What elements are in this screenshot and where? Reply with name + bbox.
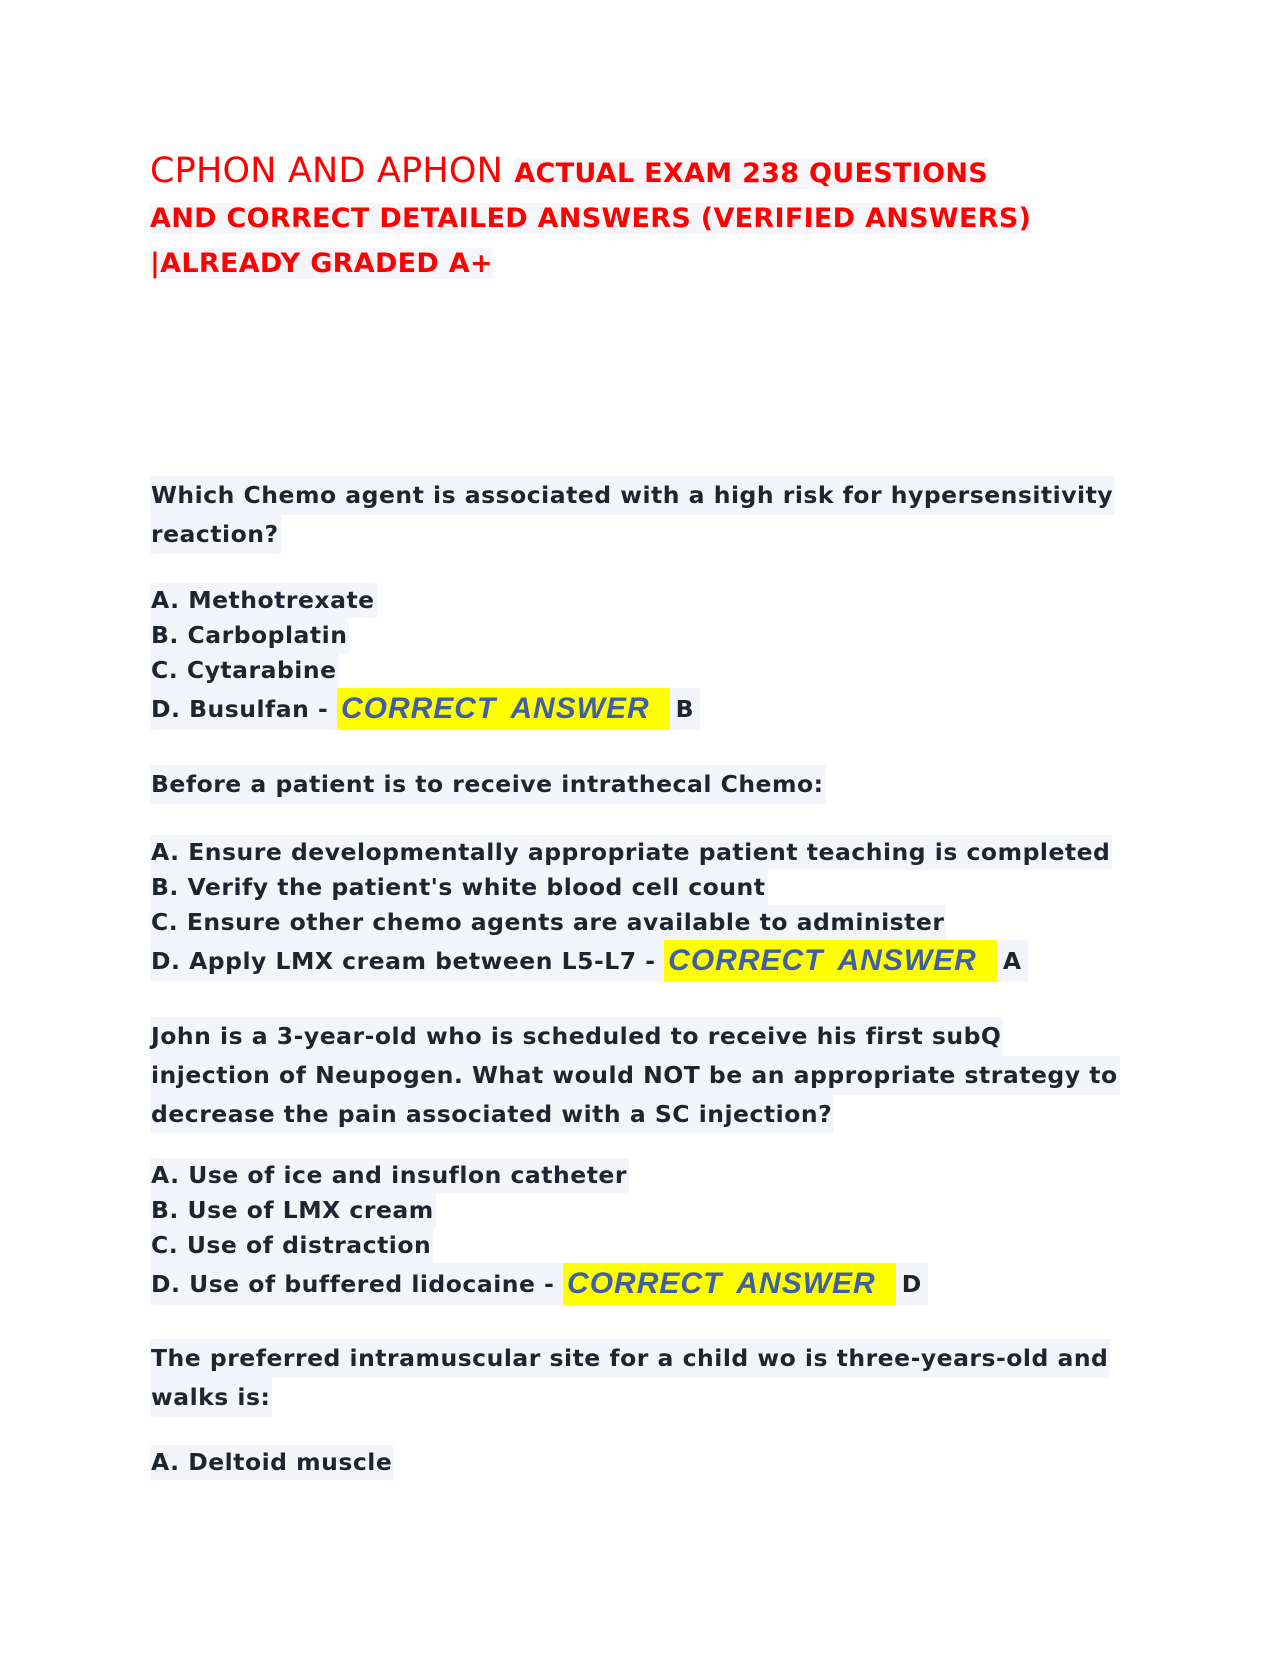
answer-key: B <box>675 695 695 723</box>
option-b: B. Use of LMX cream <box>150 1193 1110 1228</box>
option-d: D. Busulfan - CORRECT ANSWER B <box>150 688 1110 730</box>
question-1 <box>150 476 1114 554</box>
answer-key: D <box>901 1270 922 1298</box>
option-c: C. Cytarabine <box>150 653 1110 688</box>
option-c: C. Ensure other chemo agents are available to administer <box>150 905 1110 940</box>
document-title <box>150 150 1100 288</box>
question-4 <box>150 1339 1110 1417</box>
option-a: A. Ensure developmentally appropriate patient teaching is completed <box>150 835 1110 870</box>
correct-answer-highlight: CORRECT ANSWER <box>563 1263 896 1305</box>
question-3 <box>150 1017 1118 1134</box>
option-a: A. Methotrexate <box>150 583 1110 618</box>
question-text: Before a patient is to receive intrathecal Chemo: <box>150 765 1110 804</box>
correct-answer-highlight: CORRECT ANSWER <box>664 940 997 982</box>
option-d: D. Apply LMX cream between L5-L7 - CORRECT ANSWER A <box>150 940 1110 982</box>
question-text: John is a 3-year-old who is scheduled to receive his first subQ injection of Neupogen. What would NOT be an appropriate strategy to decrease the pain associated with a SC injection? <box>150 1017 1110 1134</box>
question-text: The preferred intramuscular site for a child wo is three-years-old and walks is: <box>150 1339 1110 1417</box>
title-main: CPHON AND APHON <box>150 151 515 191</box>
title-line-3: |ALREADY GRADED A+ <box>150 248 493 279</box>
question-4-options <box>150 1445 1110 1480</box>
question-text: Which Chemo agent is associated with a high risk for hypersensitivity reaction? <box>150 476 1110 554</box>
title-line-1: ACTUAL EXAM 238 QUESTIONS <box>514 158 988 189</box>
title-line-2: AND CORRECT DETAILED ANSWERS (VERIFIED ANSWERS) <box>150 203 1032 234</box>
option-c: C. Use of distraction <box>150 1228 1110 1263</box>
question-2 <box>150 765 1110 804</box>
option-b: B. Verify the patient's white blood cell count <box>150 870 1110 905</box>
option-a: A. Use of ice and insuflon catheter <box>150 1158 1110 1193</box>
option-b: B. Carboplatin <box>150 618 1110 653</box>
option-a: A. Deltoid muscle <box>150 1445 1110 1480</box>
correct-answer-highlight: CORRECT ANSWER <box>337 688 670 730</box>
question-1-options <box>150 583 1110 730</box>
question-2-options <box>150 835 1110 982</box>
question-3-options <box>150 1158 1110 1305</box>
answer-key: A <box>1002 947 1022 975</box>
option-d: D. Use of buffered lidocaine - CORRECT ANSWER D <box>150 1263 1110 1305</box>
